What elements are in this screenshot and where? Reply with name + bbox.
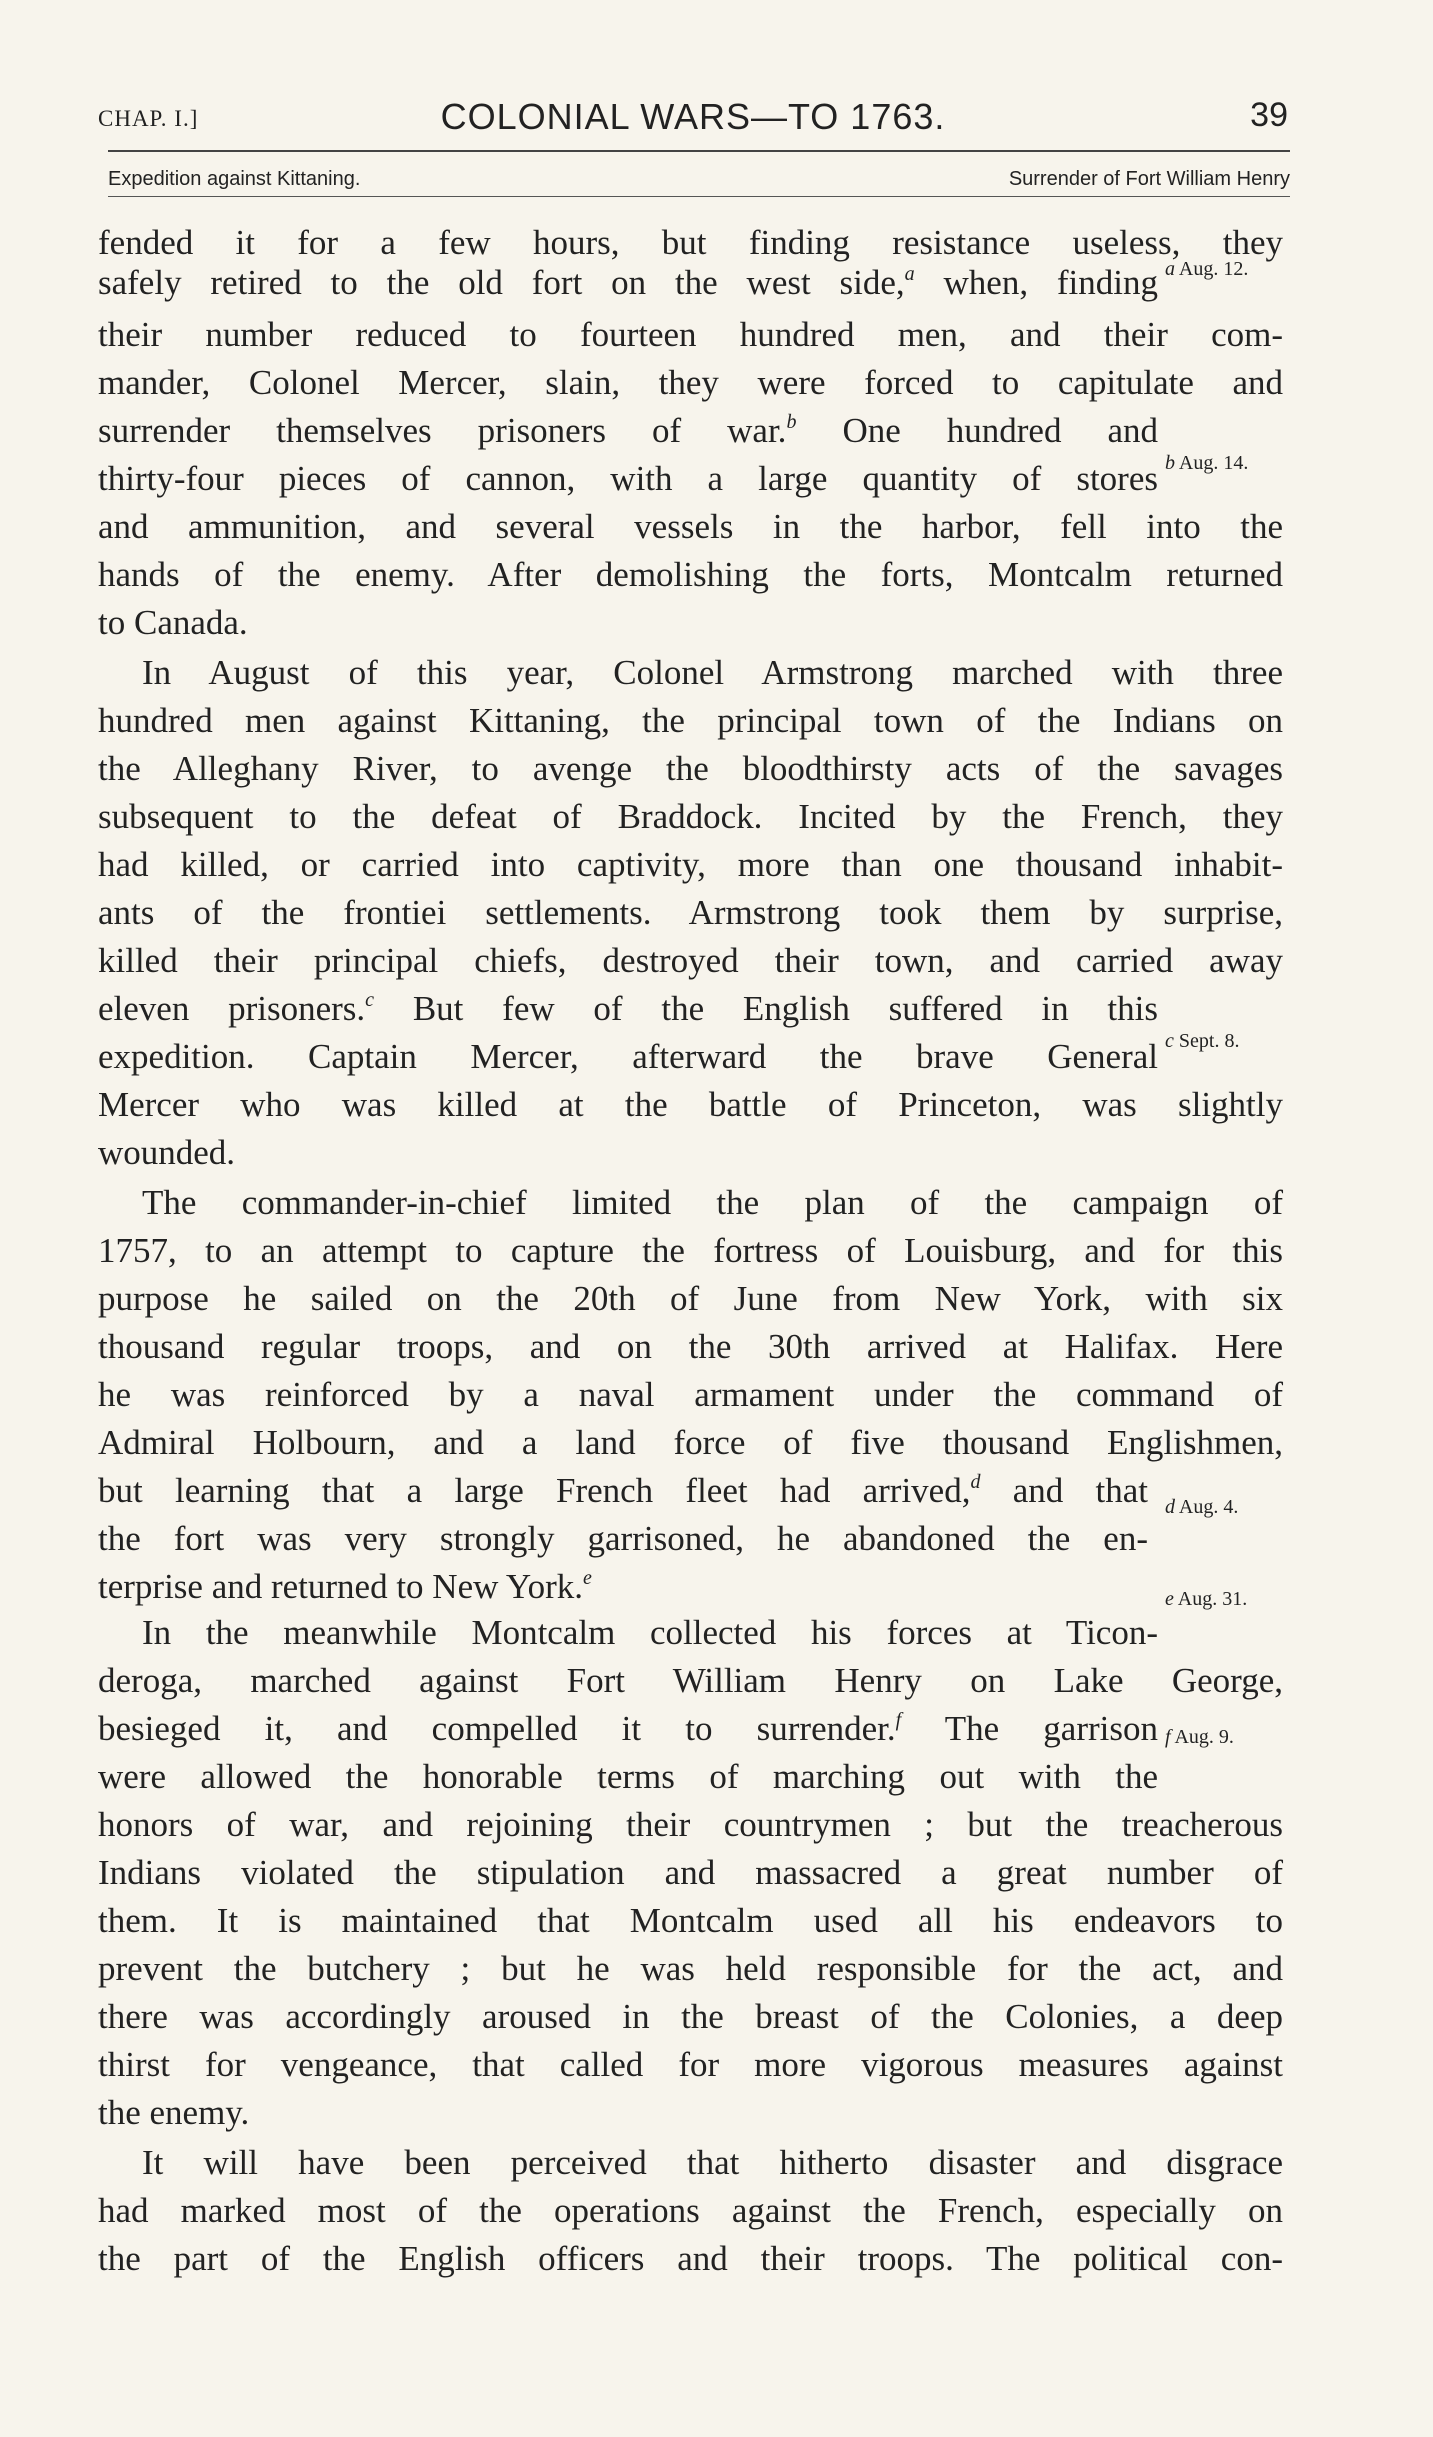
text-span: surrender themselves prisoners of war.	[98, 411, 787, 450]
text-line: them. It is maintained that Montcalm used all his endeavors to	[98, 1901, 1283, 1940]
margin-date-note	[1165, 1588, 1247, 1611]
text-line: the enemy.	[98, 2093, 250, 2132]
running-header	[98, 96, 1288, 146]
text-line: thirty-four pieces of cannon, with a large quantity of stores	[98, 459, 1158, 498]
text-line: were allowed the honorable terms of marching out with the	[98, 1757, 1158, 1796]
text-line: killed their principal chiefs, destroyed their town, and carried away	[98, 941, 1283, 980]
note-date: Aug. 14.	[1178, 452, 1249, 474]
margin-date-note	[1165, 452, 1248, 475]
text-line: mander, Colonel Mercer, slain, they were forced to capitulate and	[98, 363, 1283, 402]
text-line: there was accordingly aroused in the breast of the Colonies, a deep	[98, 1997, 1283, 2036]
text-span: besieged it, and compelled it to surrender.	[98, 1709, 896, 1748]
footnote-ref: a	[904, 263, 915, 285]
section-subheader	[108, 150, 1290, 192]
header-rule	[108, 196, 1290, 197]
text-line: had marked most of the operations against the French, especially on	[98, 2191, 1283, 2230]
margin-date-note	[1165, 1496, 1238, 1519]
text-line: In the meanwhile Montcalm collected his forces at Ticon-	[142, 1613, 1158, 1652]
note-letter: d	[1165, 1496, 1175, 1518]
running-title: COLONIAL WARS—TO 1763.	[440, 96, 946, 137]
footnote-ref: c	[365, 989, 375, 1011]
text-line	[98, 1708, 1158, 1752]
text-line: honors of war, and rejoining their countrymen ; but the treacherous	[98, 1805, 1283, 1844]
footnote-ref: b	[786, 411, 797, 433]
text-line: fended it for a few hours, but finding resistance useless, they	[98, 223, 1283, 262]
margin-date-note	[1165, 1726, 1234, 1749]
text-line	[98, 988, 1158, 1032]
text-line	[98, 1566, 1283, 1610]
footnote-ref: e	[583, 1567, 592, 1589]
text-span: but learning that a large French fleet had arrived,	[98, 1471, 971, 1510]
page-number: 39	[1250, 96, 1288, 134]
note-letter: f	[1165, 1726, 1171, 1748]
margin-date-note	[1165, 1030, 1239, 1053]
text-line: ants of the frontiei settlements. Armstrong took them by surprise,	[98, 893, 1283, 932]
text-line: the Alleghany River, to avenge the bloodthirsty acts of the savages	[98, 749, 1283, 788]
text-line: their number reduced to fourteen hundred men, and their com-	[98, 315, 1283, 354]
text-line: The commander-in-chief limited the plan of the campaign of	[142, 1183, 1283, 1222]
text-line: deroga, marched against Fort William Henry on Lake George,	[98, 1661, 1283, 1700]
note-letter: c	[1165, 1030, 1174, 1052]
text-line: purpose he sailed on the 20th of June from New York, with six	[98, 1279, 1283, 1318]
text-line: prevent the butchery ; but he was held responsible for the act, and	[98, 1949, 1283, 1988]
footnote-ref: f	[895, 1709, 902, 1731]
text-line: thirst for vengeance, that called for more vigorous measures against	[98, 2045, 1283, 2084]
text-span: But few of the English suffered in this	[374, 989, 1158, 1028]
text-span: terprise and returned to New York.	[98, 1567, 584, 1606]
note-date: Aug. 31.	[1177, 1588, 1248, 1610]
note-date: Aug. 9.	[1174, 1726, 1234, 1748]
note-date: Aug. 12.	[1178, 258, 1249, 280]
text-line: hands of the enemy. After demolishing the forts, Montcalm returned	[98, 555, 1283, 594]
text-line	[98, 262, 1158, 306]
text-line: he was reinforced by a naval armament under the command of	[98, 1375, 1283, 1414]
footnote-ref: d	[970, 1471, 981, 1493]
text-line: Indians violated the stipulation and massacred a great number of	[98, 1853, 1283, 1892]
note-letter: a	[1165, 258, 1175, 280]
text-span: The garrison	[901, 1709, 1158, 1748]
text-line: 1757, to an attempt to capture the fortress of Louisburg, and for this	[98, 1231, 1283, 1270]
text-line: In August of this year, Colonel Armstrong marched with three	[142, 653, 1283, 692]
text-line: and ammunition, and several vessels in the harbor, fell into the	[98, 507, 1283, 546]
text-line: the part of the English officers and their troops. The political con-	[98, 2239, 1283, 2278]
text-span: and that	[980, 1471, 1148, 1510]
text-line: had killed, or carried into captivity, more than one thousand inhabit-	[98, 845, 1283, 884]
text-span: One hundred and	[796, 411, 1158, 450]
note-letter: b	[1165, 452, 1175, 474]
text-line: hundred men against Kittaning, the principal town of the Indians on	[98, 701, 1283, 740]
note-date: Aug. 4.	[1178, 1496, 1239, 1518]
chapter-label: CHAP. I.]	[98, 106, 199, 131]
text-line	[98, 410, 1158, 454]
text-line: the fort was very strongly garrisoned, he abandoned the en-	[98, 1519, 1148, 1558]
subheader-left: Expedition against Kittaning.	[108, 168, 361, 190]
text-span: safely retired to the old fort on the west side,	[98, 263, 905, 302]
text-line: Mercer who was killed at the battle of Princeton, was slightly	[98, 1085, 1283, 1124]
text-line: It will have been perceived that hitherto disaster and disgrace	[142, 2143, 1283, 2182]
text-span: when, finding	[914, 263, 1158, 302]
text-span: eleven prisoners.	[98, 989, 366, 1028]
text-line: expedition. Captain Mercer, afterward the brave General	[98, 1037, 1158, 1076]
text-line: to Canada.	[98, 603, 248, 642]
note-letter: e	[1165, 1588, 1174, 1610]
margin-date-note	[1165, 258, 1248, 281]
text-line	[98, 1470, 1148, 1514]
text-line: subsequent to the defeat of Braddock. Incited by the French, they	[98, 797, 1283, 836]
text-line: Admiral Holbourn, and a land force of five thousand Englishmen,	[98, 1423, 1283, 1462]
text-line: wounded.	[98, 1133, 236, 1172]
text-line: thousand regular troops, and on the 30th arrived at Halifax. Here	[98, 1327, 1283, 1366]
subheader-right: Surrender of Fort William Henry	[1008, 168, 1290, 190]
note-date: Sept. 8.	[1178, 1030, 1240, 1052]
